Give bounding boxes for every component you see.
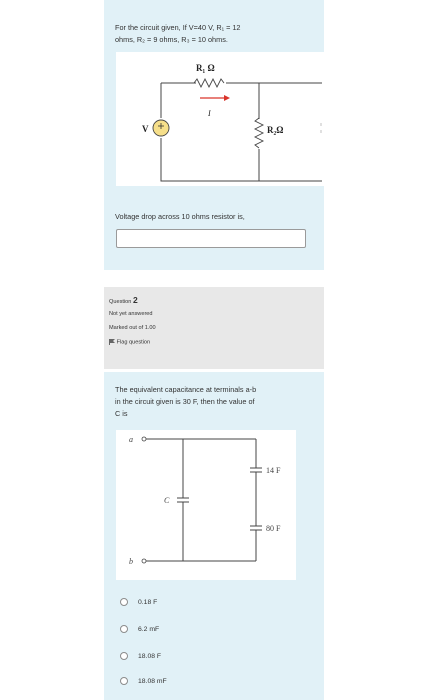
- current-label: I: [208, 109, 211, 118]
- flag-question-link[interactable]: [109, 339, 150, 345]
- flag-icon: [109, 339, 115, 345]
- question-1-text-line-1: For the circuit given, If V=40 V, R₁ = 12: [115, 23, 241, 32]
- answer-input[interactable]: [116, 229, 306, 248]
- capacitor-14f-label: 14 F: [266, 466, 281, 475]
- question-word: Question: [109, 299, 132, 305]
- option-6-2mf[interactable]: [120, 624, 159, 634]
- radio-icon[interactable]: [120, 598, 128, 606]
- circuit-figure-1: [116, 52, 324, 186]
- question-number: [109, 295, 138, 305]
- question-2-panel: [104, 372, 324, 700]
- terminal-b-node: [142, 559, 146, 563]
- question-1-panel: [104, 0, 324, 270]
- question-1-prompt: Voltage drop across 10 ohms resistor is,: [115, 212, 245, 221]
- option-label: 18.08 mF: [138, 677, 167, 685]
- question-number-value: 2: [132, 295, 138, 305]
- terminal-b-label: b: [129, 557, 133, 566]
- r2-label: R₂Ω: [267, 125, 284, 135]
- option-label: 18.08 F: [138, 652, 162, 660]
- capacitor-circuit-diagram: [116, 430, 296, 580]
- question-status: Not yet answered: [109, 311, 153, 317]
- terminal-a-label: a: [129, 435, 133, 444]
- option-0-18f[interactable]: [120, 597, 157, 607]
- terminal-a-node: [142, 437, 146, 441]
- question-2-text-line-2: in the circuit given is 30 F, then the value of: [115, 397, 255, 406]
- r1-label: R₁ Ω: [196, 63, 215, 73]
- option-label: 6.2 mF: [138, 625, 160, 633]
- question-2-text-line-1: The equivalent capacitance at terminals a-b: [115, 385, 257, 394]
- flag-question-label: Flag question: [116, 339, 151, 346]
- capacitor-c-label: C: [164, 496, 170, 505]
- option-18-08mf[interactable]: [120, 676, 167, 686]
- source-label: V: [142, 124, 149, 134]
- option-label: 0.18 F: [138, 598, 158, 606]
- question-1-text-line-2: ohms, R₂ = 9 ohms, R₃ = 10 ohms.: [115, 35, 228, 44]
- radio-icon[interactable]: [120, 625, 128, 633]
- capacitor-80f-label: 80 F: [266, 524, 281, 533]
- radio-icon[interactable]: [120, 677, 128, 685]
- circuit-diagram-1: [116, 52, 324, 186]
- option-18-08f[interactable]: [120, 651, 161, 661]
- question-2-text-line-3: C is: [115, 409, 128, 418]
- question-marks: Marked out of 1.00: [109, 325, 156, 331]
- question-2-info-panel: [104, 287, 324, 369]
- circuit-figure-2: [116, 430, 296, 580]
- radio-icon[interactable]: [120, 652, 128, 660]
